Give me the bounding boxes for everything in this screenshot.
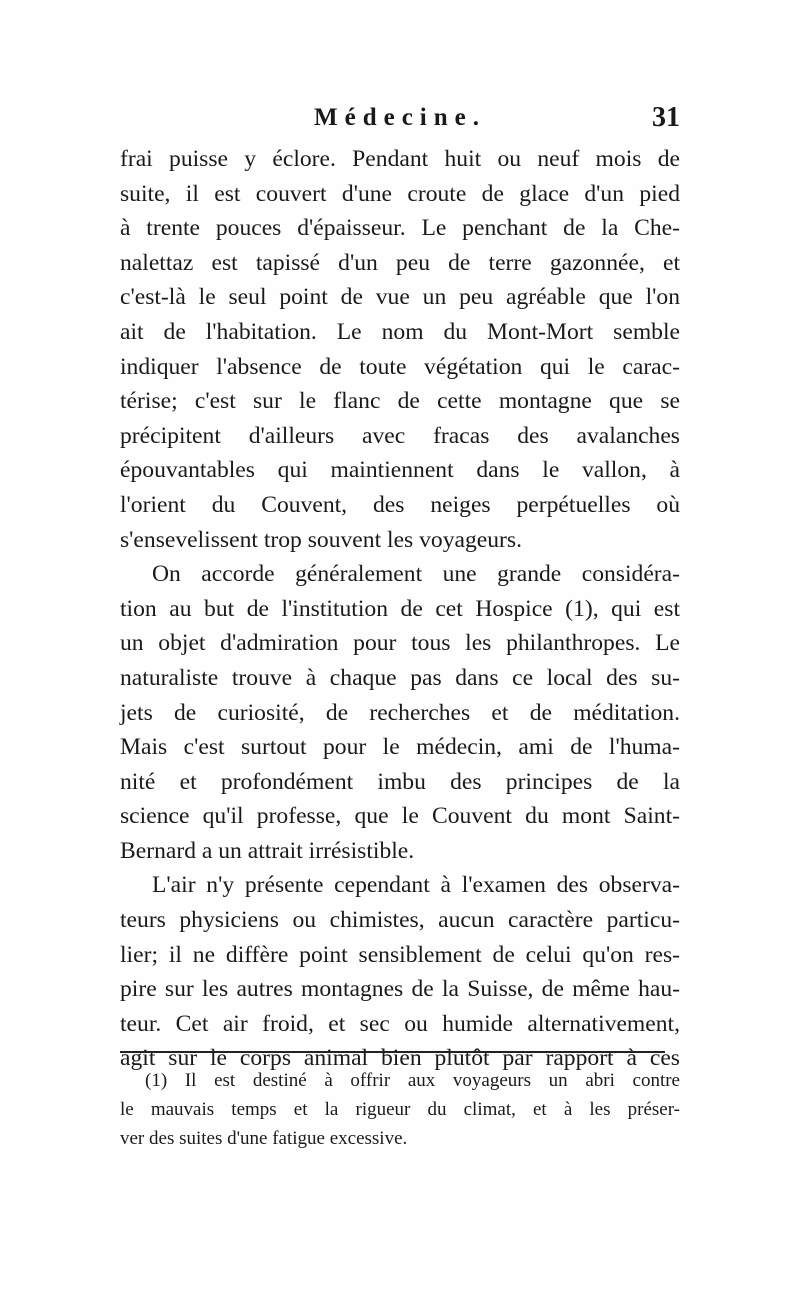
- footnote-line: (1) Il est destiné à offrir aux voyageurs un abri contre: [145, 1070, 680, 1091]
- footnote: [120, 1066, 680, 1153]
- text-line: agit sur le corps animal bien plutôt par rapport à ces: [120, 1045, 680, 1072]
- text-line: frai puisse y éclore. Pendant huit ou neuf mois de: [120, 146, 680, 172]
- text-line: Bernard a un attrait irrésistible.: [120, 837, 415, 864]
- paragraph-3: [120, 868, 680, 1076]
- text-line: nité et profondément imbu des principes de la: [120, 768, 680, 795]
- text-line: teurs physiciens ou chimistes, aucun caractère particu-: [120, 907, 680, 934]
- text-line: ait de l'habitation. Le nom du Mont-Mort semble: [120, 318, 680, 345]
- footnote-line: le mauvais temps et la rigueur du climat, et à les préser-: [120, 1099, 680, 1120]
- text-line: lier; il ne diffère point sensiblement de celui qu'on res-: [120, 941, 680, 968]
- text-line: c'est-là le seul point de vue un peu agréable que l'on: [120, 284, 680, 311]
- text-line: épouvantables qui maintiennent dans le vallon, à: [120, 457, 680, 484]
- footnote-rule: [120, 1051, 665, 1053]
- paragraph-1: [120, 142, 680, 557]
- text-line: suite, il est couvert d'une croute de glace d'un pied: [120, 180, 680, 207]
- text-line: On accorde généralement une grande considéra-: [152, 561, 680, 588]
- text-line: tion au but de l'institution de cet Hospice (1), qui est: [120, 595, 680, 622]
- paragraph-2: [120, 557, 680, 868]
- running-head: [120, 98, 680, 138]
- text-line: s'ensevelissent trop souvent les voyageurs.: [120, 526, 522, 553]
- text-line: indiquer l'absence de toute végétation qui le carac-: [120, 353, 680, 380]
- text-line: science qu'il professe, que le Couvent du mont Saint-: [120, 803, 680, 830]
- body-text: [120, 142, 680, 1076]
- text-line: L'air n'y présente cependant à l'examen des observa-: [152, 872, 680, 899]
- running-title: Médecine.: [314, 104, 486, 131]
- text-line: teur. Cet air froid, et sec ou humide alternativement,: [120, 1010, 680, 1037]
- text-line: précipitent d'ailleurs avec fracas des avalanches: [120, 422, 680, 449]
- text-line: naturaliste trouve à chaque pas dans ce local des su-: [120, 664, 680, 691]
- text-line: térise; c'est sur le flanc de cette montagne que se: [120, 388, 680, 415]
- footnote-line: ver des suites d'une fatigue excessive.: [120, 1128, 408, 1149]
- text-line: pire sur les autres montagnes de la Suisse, de même hau-: [120, 976, 680, 1003]
- text-line: un objet d'admiration pour tous les philanthropes. Le: [120, 630, 680, 657]
- text-line: jets de curiosité, de recherches et de méditation.: [120, 699, 680, 726]
- page-number: 31: [652, 102, 680, 133]
- text-line: à trente pouces d'épaisseur. Le penchant de la Che-: [120, 215, 680, 242]
- text-line: l'orient du Couvent, des neiges perpétuelles où: [120, 491, 680, 518]
- text-line: nalettaz est tapissé d'un peu de terre gazonnée, et: [120, 249, 680, 276]
- text-line: Mais c'est surtout pour le médecin, ami de l'huma-: [120, 734, 680, 761]
